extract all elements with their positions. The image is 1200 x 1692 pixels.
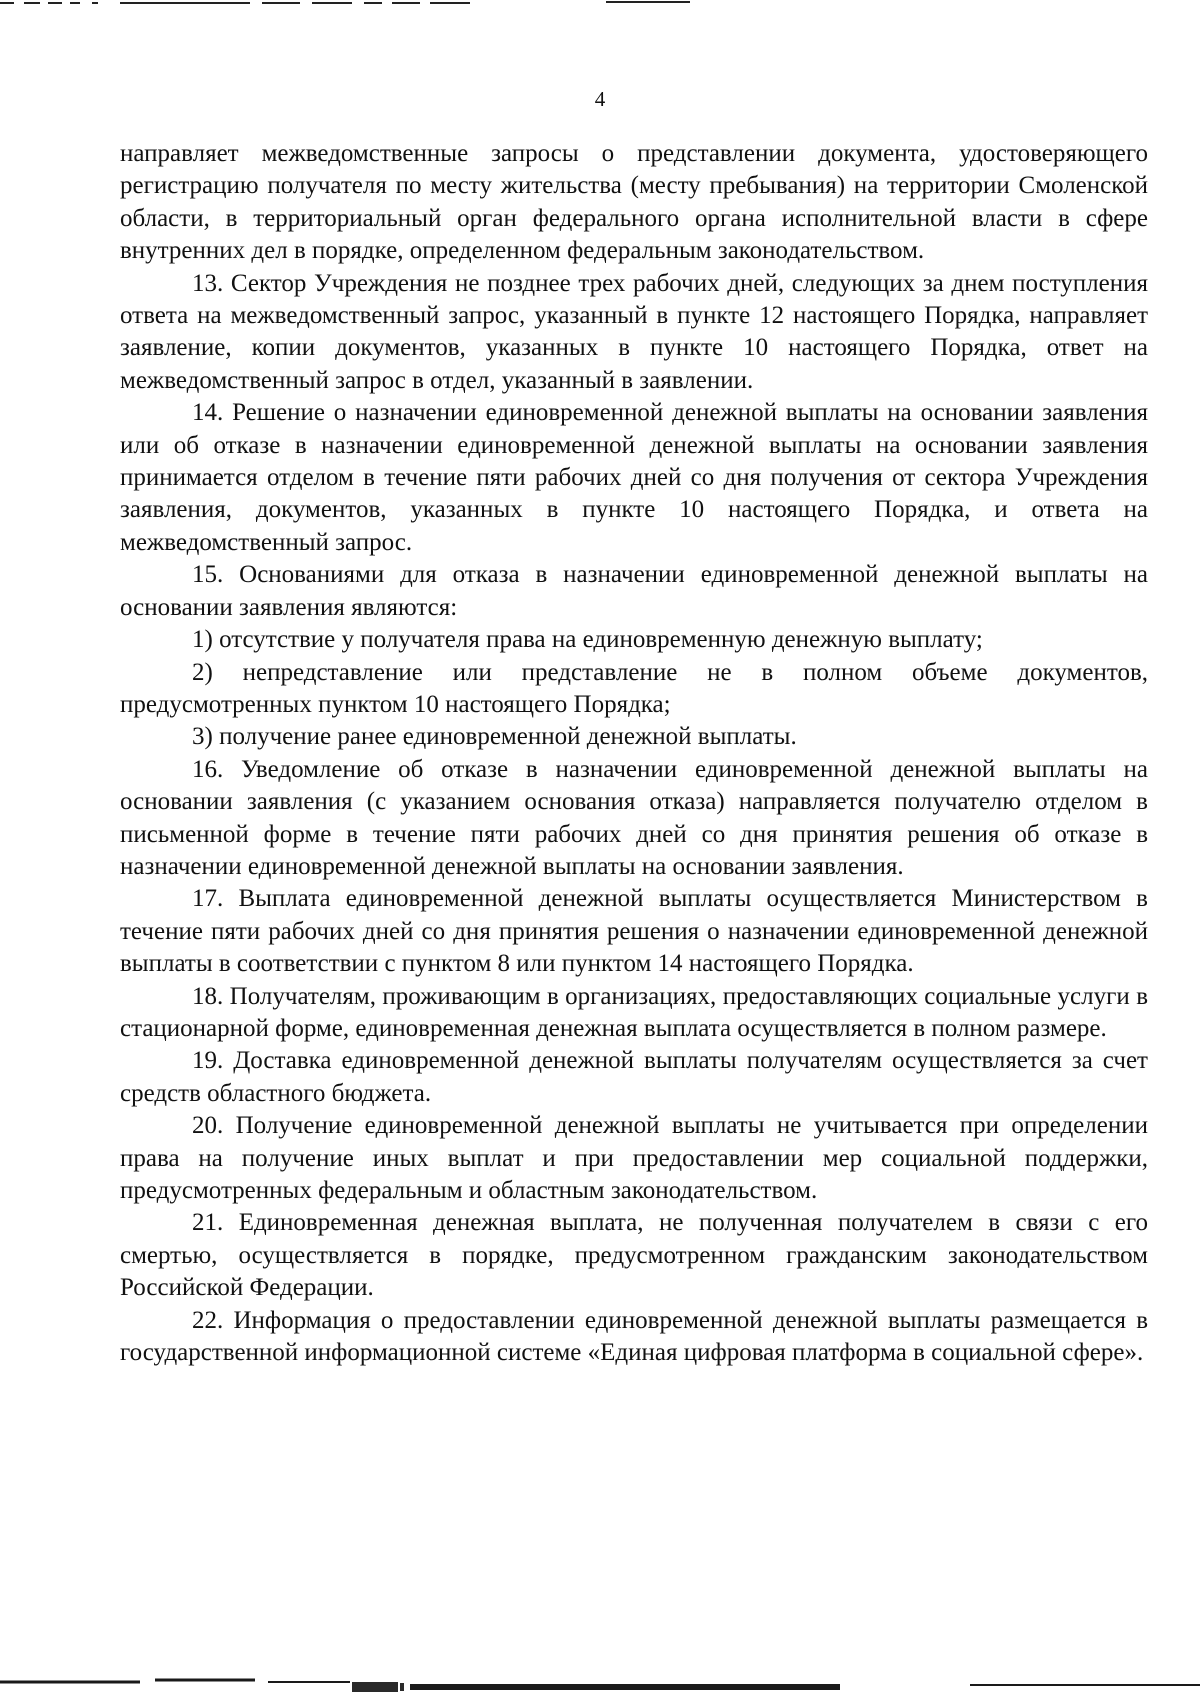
paragraph-17: 17. Выплата единовременной денежной выплаты осуществляется Министерством в течение пяти рабочих дней со дня принятия решения о назначении единовременной денежной выплаты в соответствии с пунктом 8 или пунктом 14 настоящего Порядка. bbox=[120, 885, 1148, 978]
paragraph-21: 21. Единовременная денежная выплата, не полученная получателем в связи с его смертью, осуществляется в порядке, предусмотренном гражданским законодательством Российской Федерации. bbox=[120, 1209, 1148, 1302]
paragraph-15: 15. Основаниями для отказа в назначении единовременной денежной выплаты на основании заявления являются: bbox=[120, 561, 1148, 621]
scan-artifact-top bbox=[0, 0, 1200, 12]
list-item-2: 2) непредставление или представление не в полном объеме документов, предусмотренных пунктом 10 настоящего Порядка; bbox=[120, 658, 1148, 718]
paragraph-18: 18. Получателям, проживающим в организациях, предоставляющих социальные услуги в стационарной форме, единовременная денежная выплата осуществляется в полном размере. bbox=[120, 982, 1148, 1042]
paragraph-14: 14. Решение о назначении единовременной денежной выплаты на основании заявления или об отказе в назначении единовременной денежной выплаты на основании заявления принимается отделом в течение пяти рабочих дней со дня получения от сектора Учреждения заявления, документов, указанных в пункте 10 настоящего Порядка, и ответа на межведомственный запрос. bbox=[120, 399, 1148, 556]
scan-artifact-bottom bbox=[0, 1670, 1200, 1692]
page-number: 4 bbox=[594, 87, 606, 111]
paragraph-16: 16. Уведомление об отказе в назначении единовременной денежной выплаты на основании заявления (с указанием основания отказа) направляется получателю отделом в письменной форме в течение пяти рабочих дней со дня принятия решения об отказе в назначении единовременной денежной выплаты на основании заявления. bbox=[120, 755, 1148, 880]
paragraph-13: 13. Сектор Учреждения не позднее трех рабочих дней, следующих за днем поступления ответа на межведомственный запрос, указанный в пункте 12 настоящего Порядка, направляет заявление, копии документов, указанных в пункте 10 настоящего Порядка, ответ на межведомственный запрос в отдел, указанный в заявлении. bbox=[120, 269, 1148, 394]
list-item-3: 3) получение ранее единовременной денежной выплаты. bbox=[192, 723, 797, 751]
list-item-1: 1) отсутствие у получателя права на единовременную денежную выплату; bbox=[192, 626, 983, 654]
paragraph-22: 22. Информация о предоставлении единовременной денежной выплаты размещается в государственной информационной системе «Единая цифровая платформа в социальной сфере». bbox=[120, 1306, 1148, 1367]
paragraph-continuation: направляет межведомственные запросы о представлении документа, удостоверяющего регистрацию получателя по месту жительства (месту пребывания) на территории Смоленской области, в территориальный орган федерального органа исполнительной власти в сфере внутренних дел в порядке, определенном федеральным законодательством. bbox=[120, 140, 1148, 265]
document-body bbox=[120, 138, 1148, 1369]
paragraph-20: 20. Получение единовременной денежной выплаты не учитывается при определении права на получение иных выплат и при предоставлении мер социальной поддержки, предусмотренных федеральным и областным законодательством. bbox=[120, 1112, 1148, 1204]
paragraph-19: 19. Доставка единовременной денежной выплаты получателям осуществляется за счет средств областного бюджета. bbox=[120, 1047, 1148, 1107]
